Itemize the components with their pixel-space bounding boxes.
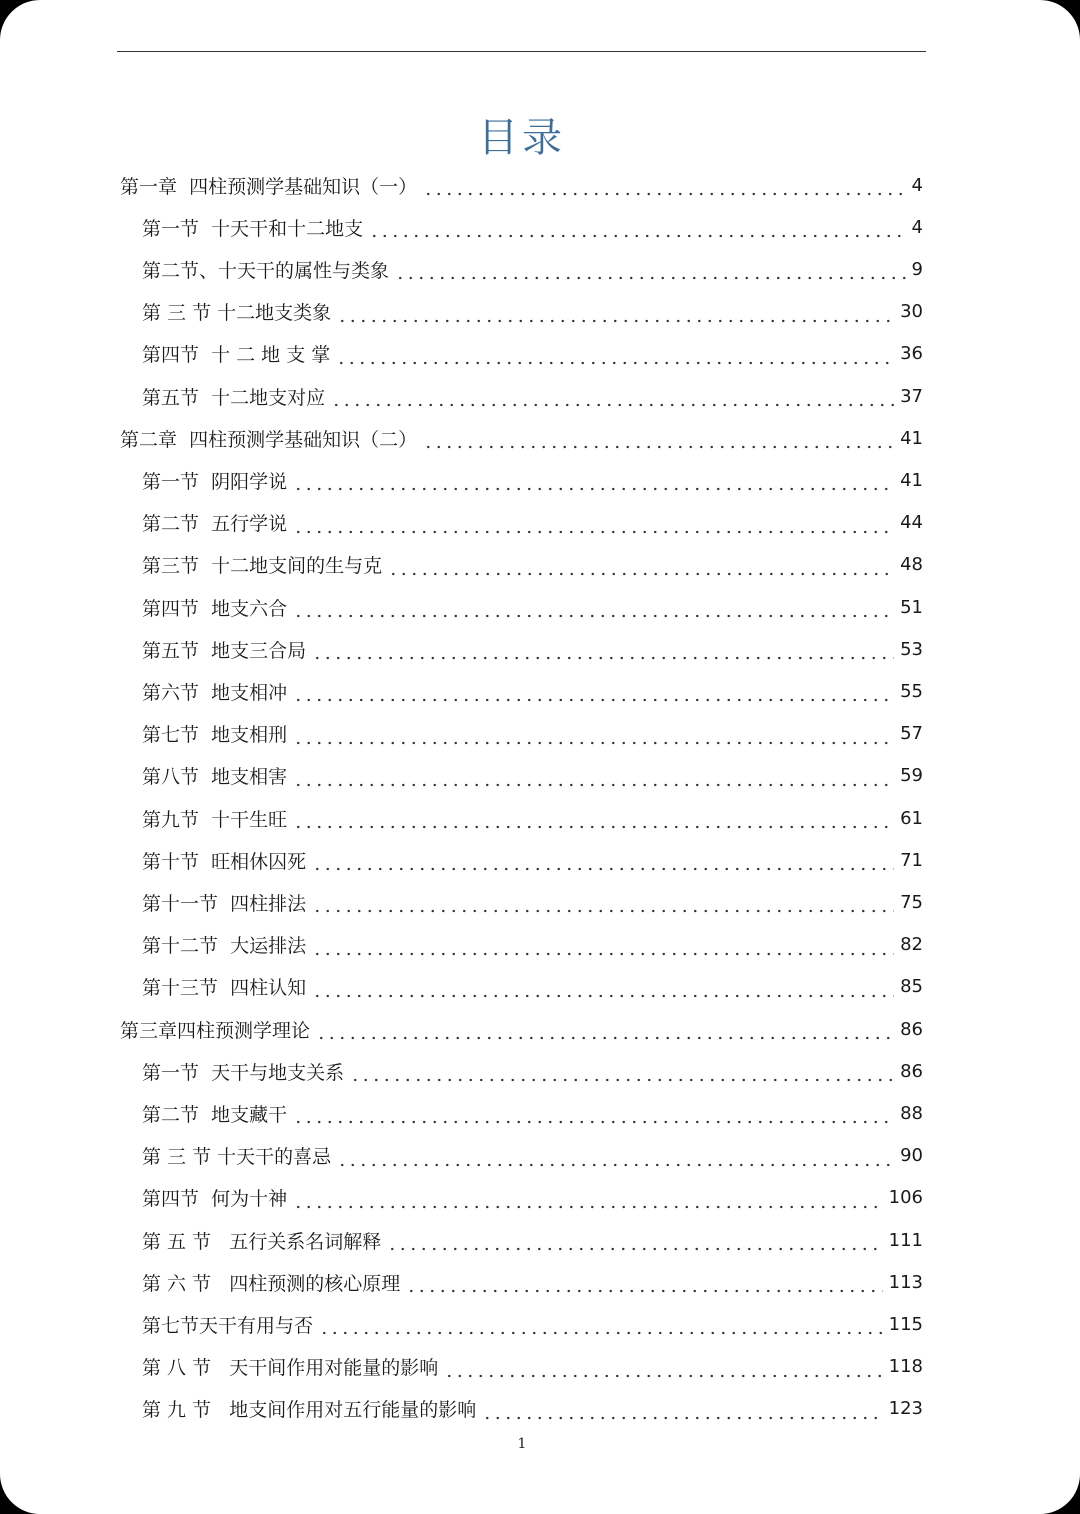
toc-entry-title: 第二节 五行学说	[142, 513, 288, 536]
toc-section-entry[interactable]	[142, 1388, 923, 1430]
dot-leader	[388, 554, 894, 576]
dot-leader	[312, 976, 894, 998]
toc-entry-page-number: 82	[900, 934, 923, 956]
toc-entry-page-number: 111	[888, 1229, 923, 1251]
dot-leader	[293, 512, 894, 534]
toc-section-entry[interactable]	[142, 1050, 923, 1092]
toc-entry-title: 第 八 节 天干间作用对能量的影响	[142, 1357, 439, 1380]
toc-entry-page-number: 4	[911, 174, 923, 196]
toc-section-entry[interactable]	[142, 333, 923, 375]
toc-entry-title: 第二章 四柱预测学基础知识（二）	[120, 428, 418, 451]
toc-entry-page-number: 90	[900, 1145, 923, 1167]
toc-section-entry[interactable]	[142, 755, 923, 797]
dot-leader	[293, 765, 894, 787]
dot-leader	[293, 1102, 894, 1124]
dot-leader	[395, 258, 906, 280]
toc-entry-title: 第 六 节 四柱预测的核心原理	[142, 1272, 401, 1295]
toc-entry-page-number: 61	[900, 807, 923, 829]
toc-section-entry[interactable]	[142, 966, 923, 1008]
toc-entry-title: 第四节 地支六合	[142, 597, 288, 620]
dot-leader	[316, 1018, 894, 1040]
dot-leader	[423, 174, 905, 196]
toc-section-entry[interactable]	[142, 924, 923, 966]
toc-section-entry[interactable]	[142, 628, 923, 670]
toc-entry-title: 第 九 节 地支间作用对五行能量的影响	[142, 1399, 477, 1422]
toc-section-entry[interactable]	[142, 1135, 923, 1177]
toc-entry-title: 第二节、十天干的属性与类象	[142, 259, 390, 282]
dot-leader	[293, 1187, 883, 1209]
toc-entry-page-number: 41	[900, 427, 923, 449]
toc-section-entry[interactable]	[142, 670, 923, 712]
toc-entry-page-number: 118	[888, 1356, 923, 1378]
toc-section-entry[interactable]	[142, 544, 923, 586]
toc-chapter-entry[interactable]	[120, 1008, 923, 1050]
dot-leader	[293, 680, 894, 702]
toc-entry-page-number: 75	[900, 891, 923, 913]
toc-entry-page-number: 9	[911, 258, 923, 280]
toc-entry-page-number: 57	[900, 723, 923, 745]
toc-section-entry[interactable]	[142, 586, 923, 628]
toc-section-entry[interactable]	[142, 206, 923, 248]
toc-entry-page-number: 85	[900, 976, 923, 998]
toc-entry-title: 第 三 节 十天干的喜忌	[142, 1146, 332, 1169]
toc-entry-page-number: 30	[900, 301, 923, 323]
dot-leader	[312, 934, 894, 956]
toc-entry-page-number: 71	[900, 849, 923, 871]
toc-entry-page-number: 48	[900, 554, 923, 576]
toc-entry-page-number: 59	[900, 765, 923, 787]
toc-entry-title: 第三章四柱预测学理论	[120, 1019, 311, 1042]
toc-entry-title: 第一章 四柱预测学基础知识（一）	[120, 175, 418, 198]
toc-entry-title: 第一节 天干与地支关系	[142, 1061, 345, 1084]
toc-section-entry[interactable]	[142, 1219, 923, 1261]
dot-leader	[387, 1229, 882, 1251]
toc-entry-title: 第三节 十二地支间的生与克	[142, 555, 383, 578]
dot-leader	[337, 301, 894, 323]
toc-entry-page-number: 36	[900, 343, 923, 365]
toc-entry-title: 第九节 十干生旺	[142, 808, 288, 831]
dot-leader	[319, 1313, 883, 1335]
toc-entry-title: 第十二节 大运排法	[142, 935, 307, 958]
toc-entry-title: 第十三节 四柱认知	[142, 977, 307, 1000]
toc-section-entry[interactable]	[142, 1092, 923, 1134]
dot-leader	[312, 849, 894, 871]
toc-entry-title: 第一节 十天干和十二地支	[142, 217, 364, 240]
toc-section-entry[interactable]	[142, 1303, 923, 1345]
toc-chapter-entry[interactable]	[120, 164, 923, 206]
toc-section-entry[interactable]	[142, 502, 923, 544]
toc-entry-title: 第四节 何为十神	[142, 1188, 288, 1211]
dot-leader	[312, 638, 894, 660]
toc-entry-page-number: 44	[900, 512, 923, 534]
toc-chapter-entry[interactable]	[120, 417, 923, 459]
toc-entry-page-number: 86	[900, 1060, 923, 1082]
toc-section-entry[interactable]	[142, 1261, 923, 1303]
dot-leader	[423, 427, 894, 449]
toc-entry-title: 第 三 节 十二地支类象	[142, 302, 332, 325]
toc-entry-page-number: 4	[911, 216, 923, 238]
toc-entry-page-number: 106	[888, 1187, 923, 1209]
dot-leader	[312, 891, 894, 913]
toc-section-entry[interactable]	[142, 1177, 923, 1219]
dot-leader	[482, 1398, 882, 1420]
dot-leader	[293, 807, 894, 829]
dot-leader	[293, 596, 894, 618]
toc-section-entry[interactable]	[142, 713, 923, 755]
toc-section-entry[interactable]	[142, 375, 923, 417]
toc-entry-title: 第十节 旺相休囚死	[142, 850, 307, 873]
toc-entry-title: 第一节 阴阳学说	[142, 470, 288, 493]
toc-entry-page-number: 37	[900, 385, 923, 407]
toc-section-entry[interactable]	[142, 881, 923, 923]
toc-entry-page-number: 51	[900, 596, 923, 618]
dot-leader	[336, 343, 894, 365]
toc-section-entry[interactable]	[142, 797, 923, 839]
toc-section-entry[interactable]	[142, 1346, 923, 1388]
toc-entry-page-number: 41	[900, 469, 923, 491]
dot-leader	[444, 1356, 882, 1378]
toc-entry-title: 第七节天干有用与否	[142, 1314, 314, 1337]
toc-entry-page-number: 123	[888, 1398, 923, 1420]
dot-leader	[406, 1271, 882, 1293]
toc-entry-page-number: 86	[900, 1018, 923, 1040]
dot-leader	[350, 1060, 894, 1082]
dot-leader	[337, 1145, 894, 1167]
toc-section-entry[interactable]	[142, 248, 923, 290]
toc-entry-title: 第四节 十 二 地 支 掌	[142, 344, 331, 367]
toc-entry-page-number: 88	[900, 1102, 923, 1124]
toc-entry-title: 第 五 节 五行关系名词解释	[142, 1230, 382, 1253]
toc-section-entry[interactable]	[142, 839, 923, 881]
dot-leader	[293, 469, 894, 491]
page-number: 1	[517, 1436, 527, 1452]
toc-title: 目录	[478, 115, 566, 161]
toc-entry-title: 第六节 地支相冲	[142, 681, 288, 704]
dot-leader	[293, 723, 894, 745]
toc-entry-title: 第十一节 四柱排法	[142, 892, 307, 915]
toc-entry-page-number: 55	[900, 680, 923, 702]
toc-entry-title: 第二节 地支藏干	[142, 1103, 288, 1126]
toc-entry-title: 第八节 地支相害	[142, 766, 288, 789]
toc-entry-page-number: 53	[900, 638, 923, 660]
dot-leader	[331, 385, 894, 407]
toc-entry-title: 第五节 地支三合局	[142, 639, 307, 662]
toc-entry-title: 第五节 十二地支对应	[142, 386, 326, 409]
dot-leader	[369, 216, 905, 238]
toc-entry-title: 第七节 地支相刑	[142, 724, 288, 747]
toc-entry-page-number: 113	[888, 1271, 923, 1293]
toc-section-entry[interactable]	[142, 291, 923, 333]
header-rule	[117, 51, 926, 52]
toc-entry-page-number: 115	[888, 1313, 923, 1335]
toc-section-entry[interactable]	[142, 459, 923, 501]
